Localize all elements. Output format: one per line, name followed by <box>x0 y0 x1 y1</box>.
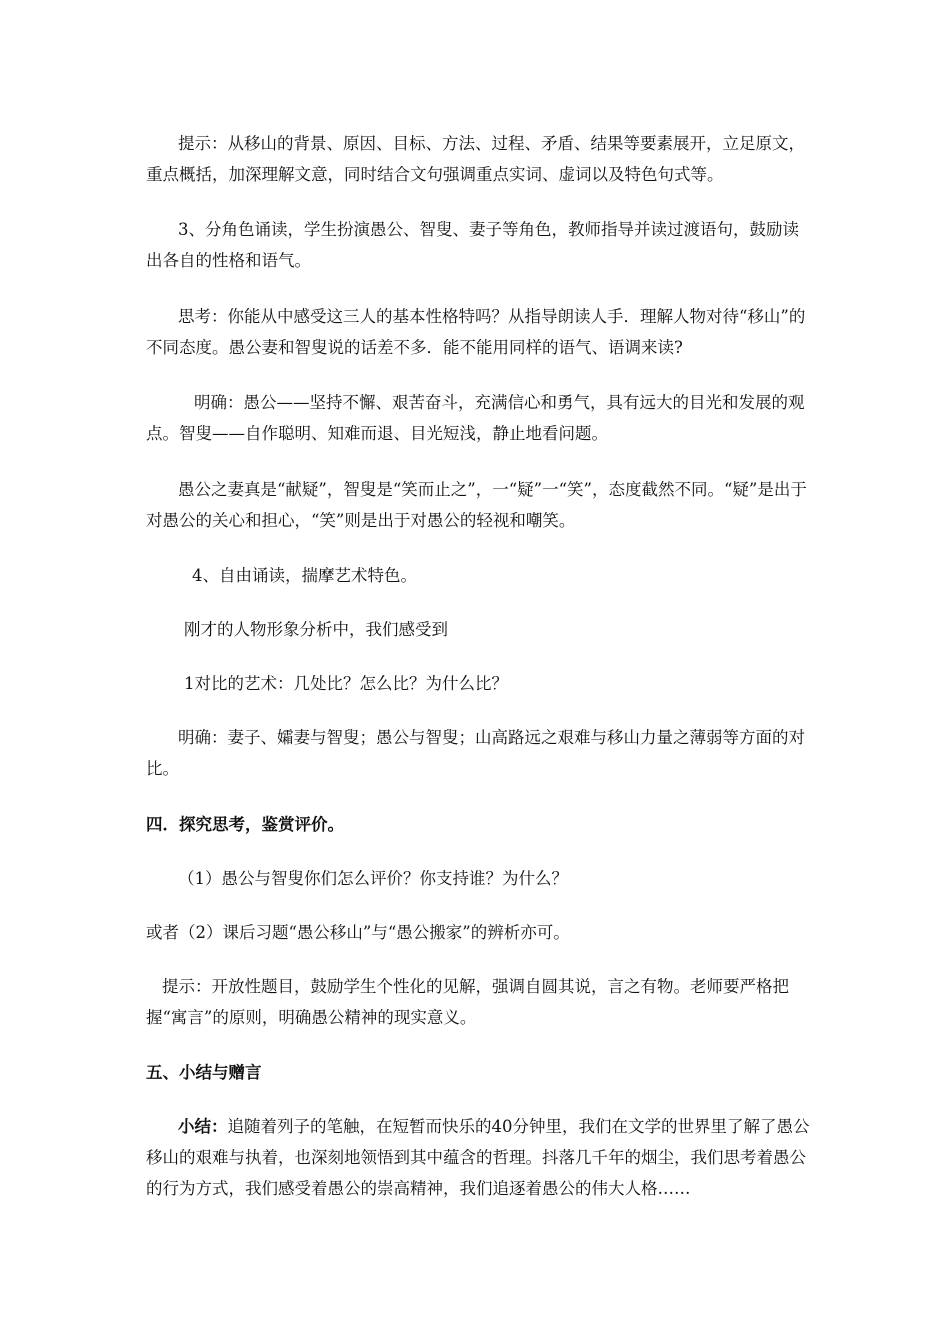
roleplay-reading-paragraph: 3、分角色诵读，学生扮演愚公、智叟、妻子等角色，教师指导并读过渡语句，鼓励读出各自的性格和语气。 <box>146 220 799 270</box>
wife-and-zhisou-paragraph: 愚公之妻真是“献疑”，智叟是“笑而止之”，一“疑”一“笑”，态度截然不同。“疑”是出于对愚公的关心和担心，“笑”则是出于对愚公的轻视和嘲笑。 <box>146 480 807 530</box>
section-five-heading: 五、小结与赠言 <box>146 1063 262 1082</box>
clarify-contrast-paragraph: 明确：妻子、孀妻与智叟；愚公与智叟；山高路远之艰难与移山力量之薄弱等方面的对比。 <box>146 728 805 778</box>
evaluate-question-paragraph: （1）愚公与智叟你们怎么评价？你支持谁？为什么？ <box>178 869 568 888</box>
contrast-art-question: 1对比的艺术：几处比？怎么比？为什么比？ <box>184 674 508 693</box>
summary-label: 小结： <box>178 1117 228 1136</box>
hint-paragraph-2: 提示：开放性题目，鼓励学生个性化的见解，强调自圆其说，言之有物。老师要严格把握“寓言”的原则，明确愚公精神的现实意义。 <box>146 977 789 1027</box>
free-reading-paragraph: 4、自由诵读，揣摩艺术特色。 <box>192 566 417 585</box>
clarify-character-paragraph: 明确：愚公——坚持不懈、艰苦奋斗，充满信心和勇气，具有远大的目光和发展的观点。智叟——自作聪明、知难而退、目光短浅，静止地看问题。 <box>146 393 805 443</box>
think-paragraph: 思考：你能从中感受这三人的基本性格特吗？从指导朗读人手．理解人物对待“移山”的不同态度。愚公妻和智叟说的话差不多．能不能用同样的语气、语调来读? <box>146 307 806 357</box>
section-four-heading: 四．探究思考，鉴赏评价。 <box>146 815 344 834</box>
character-analysis-intro: 刚才的人物形象分析中，我们感受到 <box>184 620 448 639</box>
exercise-alternative-paragraph: 或者（2）课后习题“愚公移山”与“愚公搬家”的辨析亦可。 <box>146 923 570 942</box>
hint-paragraph-1: 提示：从移山的背景、原因、目标、方法、过程、矛盾、结果等要素展开，立足原文，重点概括，加深理解文意，同时结合文句强调重点实词、虚词以及特色句式等。 <box>146 134 805 184</box>
summary-paragraph <box>146 1111 814 1204</box>
summary-text: 追随着列子的笔触，在短暂而快乐的40分钟里，我们在文学的世界里了解了愚公移山的艰难与执着，也深刻地领悟到其中蕴含的哲理。抖落几千年的烟尘，我们思考着愚公的行为方式，我们感受着愚公的崇高精神，我们追逐着愚公的伟大人格…… <box>146 1117 810 1198</box>
